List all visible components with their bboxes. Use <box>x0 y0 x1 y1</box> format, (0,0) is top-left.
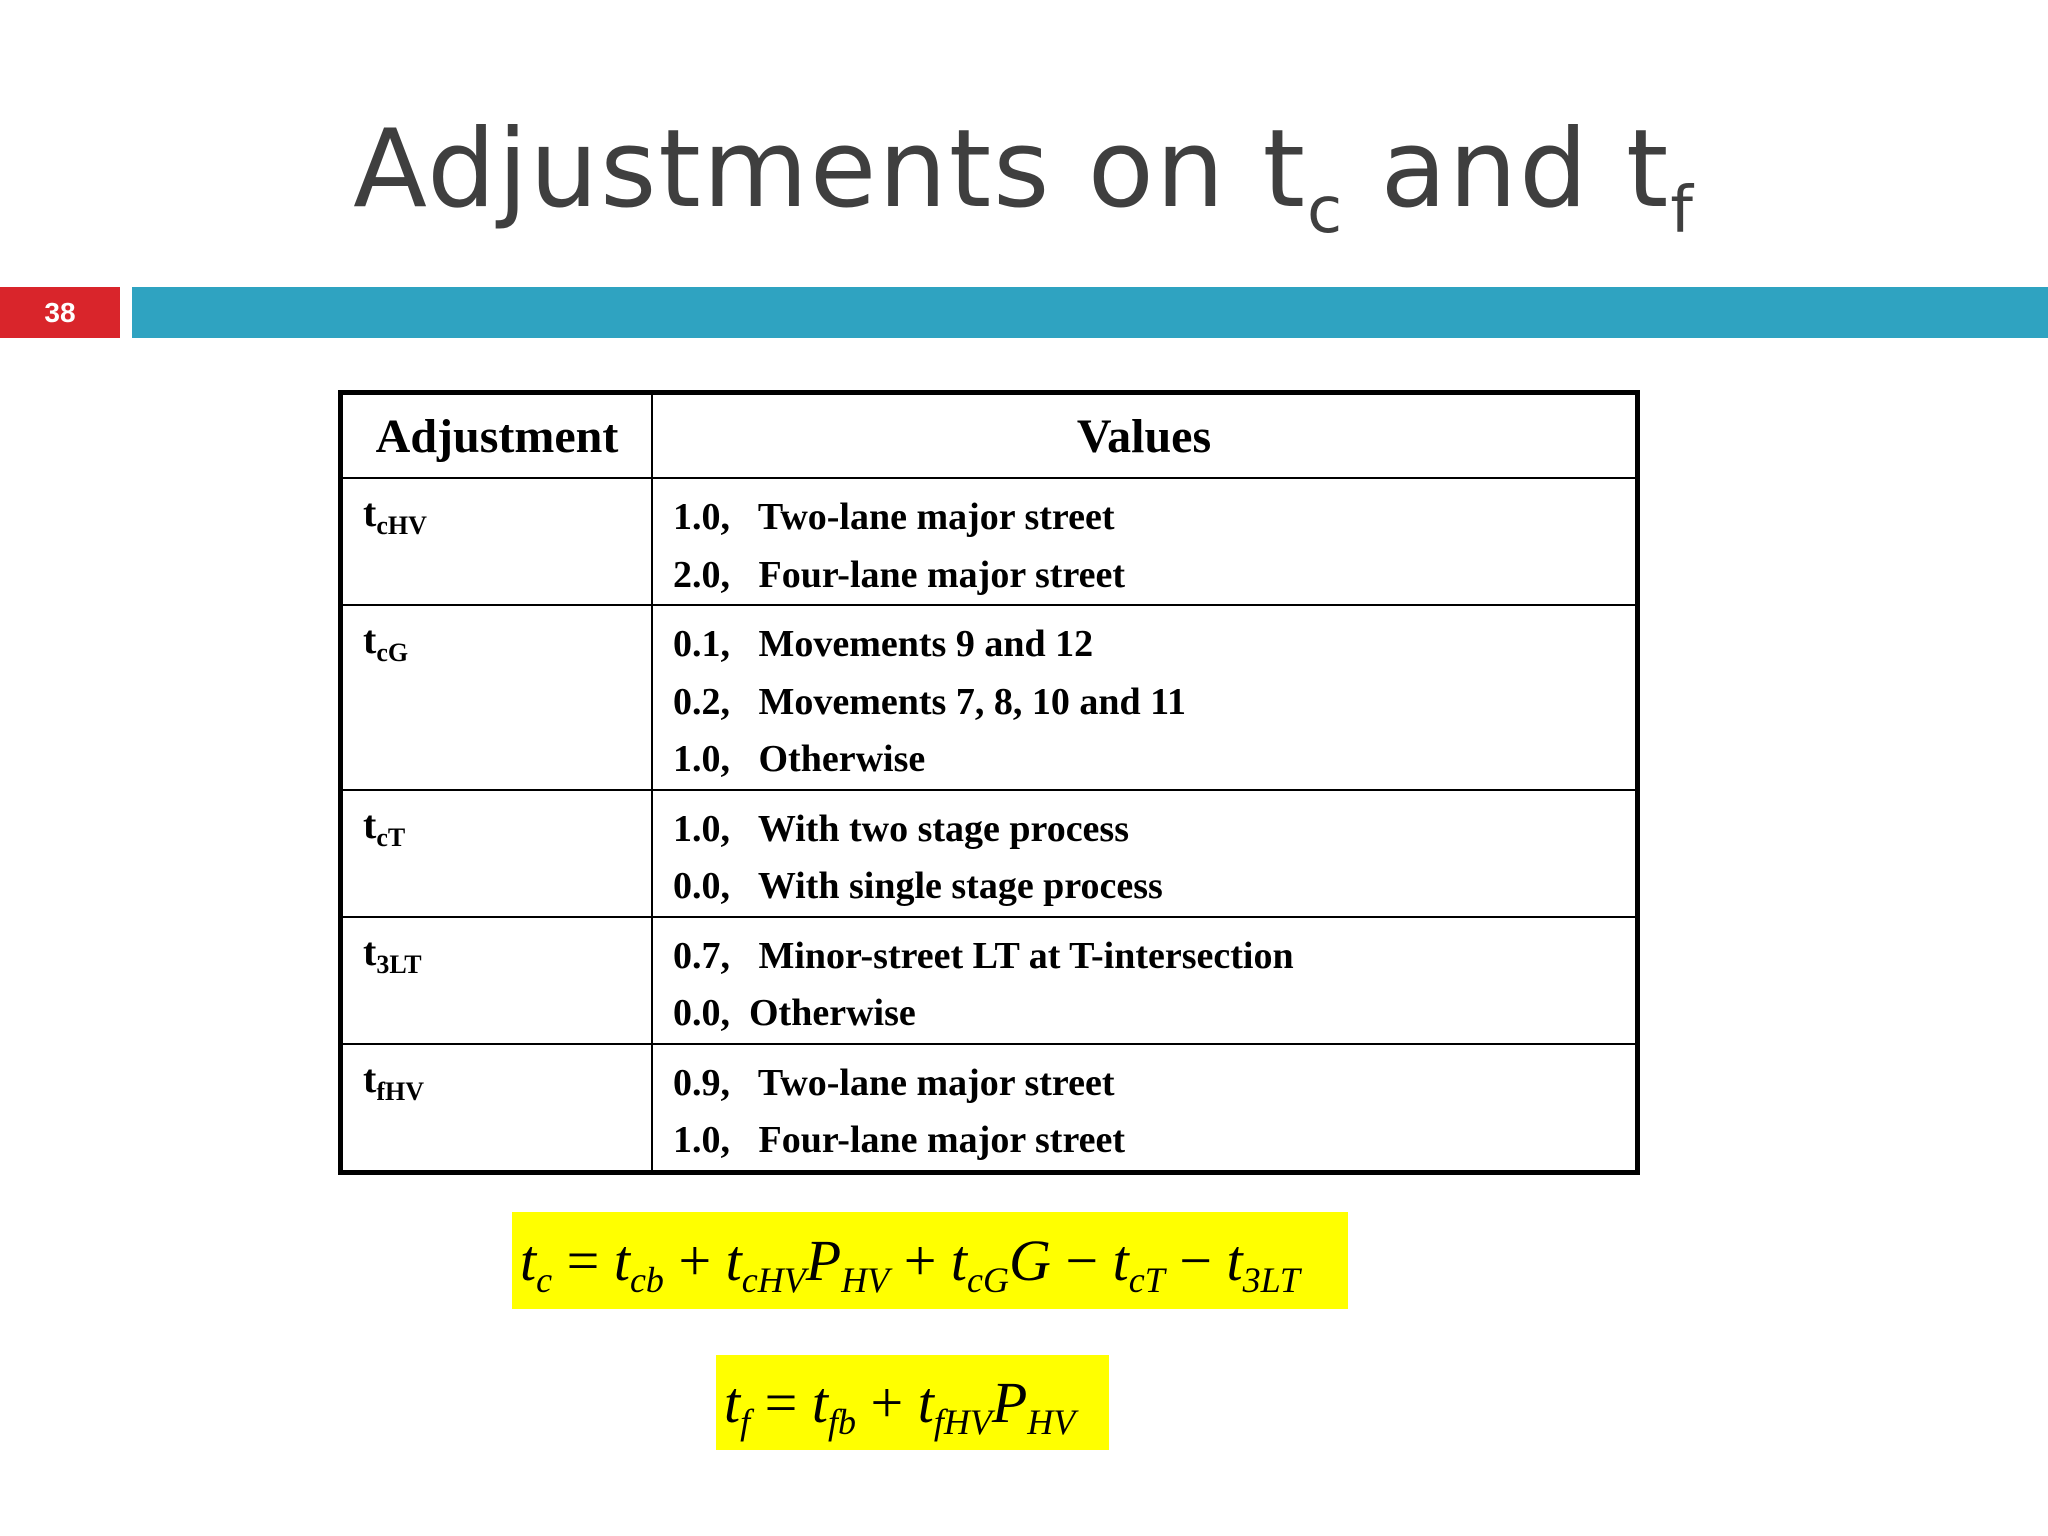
formula-subscript: c <box>536 1260 553 1300</box>
formula-subscript: cT <box>1128 1260 1165 1300</box>
adjustment-symbol <box>341 790 653 917</box>
value-line: 0.1, Movements 9 and 12 <box>673 623 1094 665</box>
values-cell <box>652 917 1638 1044</box>
title-text-part1: Adjustments on t <box>353 107 1307 232</box>
formula-operator: + <box>663 1228 726 1293</box>
value-line: 0.0, Otherwise <box>673 992 916 1034</box>
formula-term: t <box>917 1370 934 1435</box>
adjustment-symbol <box>341 917 653 1044</box>
formula-term: t <box>811 1370 828 1435</box>
value-line: 1.0, Two-lane major street <box>673 496 1115 538</box>
formula-term: t <box>1112 1228 1129 1293</box>
value-line: 1.0, Otherwise <box>673 738 926 780</box>
symbol-base: t <box>363 801 377 847</box>
formula-operator: = <box>552 1228 614 1293</box>
adjustments-table <box>338 390 1640 1175</box>
formula-term: t <box>950 1228 968 1293</box>
adjustment-symbol <box>341 605 653 790</box>
title-subscript-f: f <box>1670 174 1695 248</box>
adjustment-symbol <box>341 1044 653 1173</box>
symbol-base: t <box>363 1055 377 1101</box>
formula-operator: − <box>1050 1228 1113 1293</box>
values-cell <box>652 478 1638 605</box>
formula-subscript: 3LT <box>1242 1260 1300 1300</box>
value-line: 0.7, Minor-street LT at T-intersection <box>673 934 1294 977</box>
formula-tc <box>512 1212 1348 1309</box>
formula-subscript: HV <box>1027 1402 1076 1442</box>
formula-subscript: fHV <box>933 1402 992 1442</box>
symbol-subscript: cHV <box>376 511 427 540</box>
header-values: Values <box>652 393 1638 479</box>
value-line: 0.9, Two-lane major street <box>673 1061 1115 1104</box>
symbol-base: t <box>363 490 377 535</box>
table-header-row <box>341 393 1638 479</box>
table-row <box>341 478 1638 605</box>
value-line: 2.0, Four-lane major street <box>673 553 1126 596</box>
formula-term: G <box>1009 1228 1051 1293</box>
header-adjustment: Adjustment <box>341 393 653 479</box>
table-row <box>341 605 1638 790</box>
slide-title <box>0 105 2048 248</box>
formula-subscript: f <box>740 1402 751 1442</box>
formula-operator: + <box>889 1228 951 1293</box>
formula-operator: − <box>1164 1228 1227 1293</box>
formula-subscript: cG <box>967 1260 1010 1300</box>
table-row <box>341 917 1638 1044</box>
values-cell <box>652 605 1638 790</box>
values-cell <box>652 1044 1638 1173</box>
formula-term: t <box>520 1228 537 1293</box>
formula-term: t <box>1226 1228 1243 1293</box>
formula-term: t <box>724 1370 741 1435</box>
title-text-part2: and t <box>1344 107 1671 232</box>
accent-bar <box>132 287 2048 338</box>
title-subscript-c: c <box>1306 174 1345 248</box>
symbol-subscript: 3LT <box>376 949 422 979</box>
formula-tf <box>716 1355 1109 1450</box>
value-line: 1.0, With two stage process <box>673 807 1129 850</box>
value-line: 0.2, Movements 7, 8, 10 and 11 <box>673 680 1186 723</box>
adjustment-symbol <box>341 478 653 605</box>
formula-operator: = <box>750 1370 812 1435</box>
formula-subscript: fb <box>827 1402 856 1442</box>
formula-subscript: cb <box>629 1260 664 1300</box>
formula-term: P <box>805 1228 842 1293</box>
formula-term: t <box>725 1228 742 1293</box>
table-row <box>341 790 1638 917</box>
symbol-base: t <box>363 617 377 662</box>
formula-term: P <box>991 1370 1028 1435</box>
formula-subscript: HV <box>841 1260 890 1300</box>
symbol-base: t <box>363 928 377 974</box>
page-number-badge: 38 <box>0 287 120 338</box>
symbol-subscript: cT <box>376 822 406 852</box>
table-row <box>341 1044 1638 1173</box>
formula-operator: + <box>856 1370 918 1435</box>
formula-subscript: cHV <box>741 1260 806 1300</box>
value-line: 0.0, With single stage process <box>673 865 1163 907</box>
symbol-subscript: fHV <box>376 1076 424 1106</box>
formula-term: t <box>613 1228 630 1293</box>
symbol-subscript: cG <box>376 638 409 667</box>
value-line: 1.0, Four-lane major street <box>673 1119 1126 1161</box>
values-cell <box>652 790 1638 917</box>
